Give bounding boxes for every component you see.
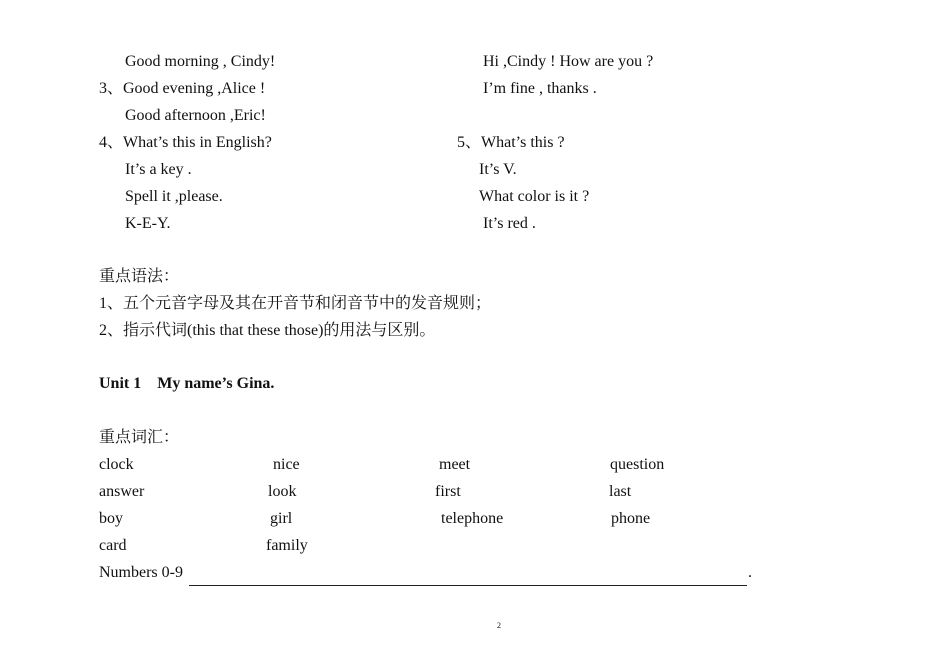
vocab-word: telephone (441, 510, 504, 527)
vocab-word: phone (611, 510, 651, 527)
vocab-heading: 重点词汇： (99, 429, 180, 446)
vocab-word: meet (439, 456, 471, 473)
dialogue-line: What color is it ? (479, 188, 590, 205)
dialogue-line: K-E-Y. (125, 215, 171, 232)
numbers-label: Numbers 0-9 (99, 564, 183, 581)
dialogue-line: It’s red . (483, 215, 536, 232)
vocab-word: last (609, 483, 632, 500)
vocab-word: card (99, 537, 127, 554)
dialogue-line: Hi ,Cindy ! How are you ? (483, 53, 654, 70)
grammar-item: 2、指示代词(this that these those)的用法与区别。 (99, 322, 436, 339)
dialogue-line: 3、Good evening ,Alice ! (99, 80, 266, 97)
dialogue-line: 4、What’s this in English? (99, 134, 272, 151)
vocab-word: answer (99, 483, 145, 500)
page-number: 2 (497, 621, 501, 630)
unit-title: Unit 1 My name’s Gina. (99, 375, 275, 392)
vocab-word: family (266, 537, 308, 554)
grammar-heading: 重点语法： (99, 268, 180, 285)
vocab-word: girl (270, 510, 293, 527)
dialogue-line: 5、What’s this ? (457, 134, 565, 151)
dialogue-line: It’s V. (479, 161, 517, 178)
dialogue-line: Good morning , Cindy! (125, 53, 276, 70)
dialogue-line: I’m fine , thanks . (483, 80, 597, 97)
vocab-word: first (435, 483, 461, 500)
dialogue-line: Spell it ,please. (125, 188, 223, 205)
dialogue-line: Good afternoon ,Eric! (125, 107, 266, 124)
vocab-word: look (268, 483, 297, 500)
numbers-end-period: . (748, 564, 752, 581)
dialogue-line: It’s a key . (125, 161, 192, 178)
vocab-word: nice (273, 456, 300, 473)
vocab-word: clock (99, 456, 134, 473)
vocab-word: question (610, 456, 665, 473)
grammar-item: 1、五个元音字母及其在开音节和闭音节中的发音规则； (99, 295, 492, 312)
fill-in-blank-line (189, 585, 747, 586)
vocab-word: boy (99, 510, 123, 527)
